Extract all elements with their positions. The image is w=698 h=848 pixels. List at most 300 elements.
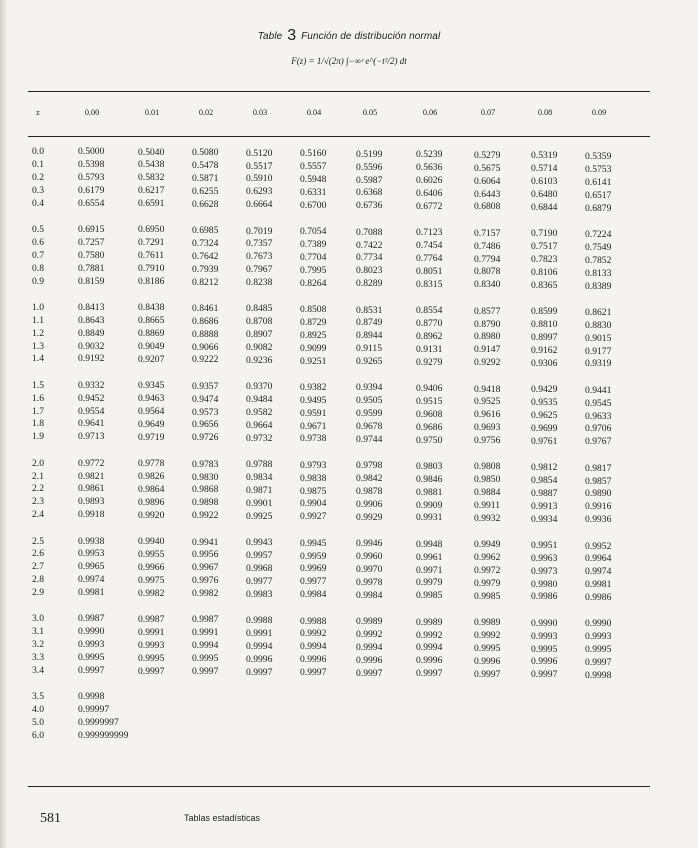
probability-cell: 0.9693 (474, 422, 501, 434)
probability-cell: 0.8078 (474, 266, 501, 278)
probability-cell: 0.9989 (416, 616, 443, 628)
probability-cell: 0.9995 (192, 653, 219, 665)
z-value: 5.0 (32, 717, 44, 729)
table-header-rule (28, 136, 650, 137)
probability-cell: 0.5199 (356, 148, 383, 160)
probability-cell: 0.9871 (246, 485, 273, 497)
probability-cell: 0.9394 (356, 382, 383, 394)
probability-cell: 0.9997 (78, 665, 105, 676)
column-header: 0.02 (198, 108, 214, 117)
probability-cell: 0.7939 (192, 263, 219, 275)
probability-cell: 0.9625 (531, 409, 558, 421)
z-value: 0.4 (32, 197, 44, 209)
table-row (0, 704, 698, 717)
probability-cell: 0.9131 (416, 343, 443, 355)
probability-cell: 0.8023 (356, 265, 383, 277)
probability-cell: 0.9082 (246, 342, 273, 354)
probability-cell: 0.9916 (585, 501, 612, 513)
probability-cell: 0.9992 (300, 628, 327, 640)
page-number: 581 (40, 811, 61, 826)
table-row (0, 171, 698, 188)
caption-prefix: Table (257, 31, 283, 42)
z-value: 0.5 (32, 223, 44, 235)
probability-cell: 0.8133 (585, 267, 612, 279)
probability-cell: 0.9929 (356, 511, 383, 523)
probability-cell: 0.9943 (246, 537, 273, 549)
probability-cell: 0.8849 (78, 327, 105, 339)
probability-cell: 0.9999997 (78, 717, 119, 729)
probability-cell: 0.6915 (78, 223, 105, 235)
probability-cell: 0.9564 (138, 406, 165, 418)
probability-cell: 0.7549 (585, 241, 612, 253)
probability-cell: 0.9982 (138, 587, 165, 599)
probability-cell: 0.9838 (300, 472, 327, 484)
probability-cell: 0.9993 (585, 631, 612, 643)
probability-cell: 0.9854 (531, 474, 558, 486)
probability-cell: 0.9918 (78, 509, 105, 521)
probability-cell: 0.9738 (300, 433, 327, 445)
probability-cell: 0.7995 (300, 264, 327, 276)
probability-cell: 0.6591 (138, 198, 165, 210)
probability-cell: 0.9995 (531, 643, 558, 655)
probability-cell: 0.9922 (192, 510, 219, 522)
probability-cell: 0.9987 (78, 613, 105, 625)
z-value: 1.6 (32, 392, 44, 404)
probability-cell: 0.9147 (474, 344, 501, 356)
probability-cell: 0.7157 (474, 227, 501, 239)
table-row (0, 275, 698, 292)
probability-cell: 0.9992 (356, 629, 383, 641)
probability-cell: 0.9881 (416, 486, 443, 498)
z-value: 1.1 (32, 314, 44, 326)
probability-cell: 0.8438 (138, 302, 165, 314)
probability-cell: 0.9987 (192, 614, 219, 626)
z-value: 2.1 (32, 470, 44, 482)
z-value: 3.2 (32, 639, 44, 651)
probability-cell: 0.5987 (356, 174, 383, 186)
probability-cell: 0.9991 (246, 627, 273, 639)
probability-cell: 0.9996 (416, 655, 443, 667)
probability-cell: 0.9441 (585, 384, 612, 396)
probability-cell: 0.8389 (585, 280, 612, 292)
probability-cell: 0.9994 (356, 641, 383, 653)
probability-cell: 0.9599 (356, 408, 383, 420)
z-column-header: z (36, 108, 40, 117)
z-value: 2.8 (32, 574, 44, 586)
z-value: 4.0 (32, 704, 44, 716)
probability-cell: 0.9994 (192, 640, 219, 652)
probability-cell: 0.9927 (300, 511, 327, 523)
table-row (0, 574, 698, 591)
formula: F(z) = 1/√(2π) ∫−∞ᶻ e^(−t²/2) dt (291, 56, 407, 66)
probability-cell: 0.7054 (300, 226, 327, 238)
probability-cell: 0.9826 (138, 471, 165, 483)
probability-cell: 0.9357 (192, 380, 219, 392)
probability-cell: 0.9864 (138, 483, 165, 495)
probability-cell: 0.9896 (138, 496, 165, 508)
probability-cell: 0.8944 (356, 330, 383, 342)
table-row (0, 691, 698, 704)
probability-cell: 0.9975 (138, 574, 165, 586)
probability-cell: 0.9997 (138, 665, 165, 677)
probability-cell: 0.8413 (78, 301, 105, 313)
probability-cell: 0.9969 (300, 563, 327, 575)
probability-cell: 0.9222 (192, 354, 219, 366)
probability-cell: 0.7852 (585, 254, 612, 266)
probability-cell: 0.8577 (474, 305, 501, 317)
z-value: 3.5 (32, 691, 44, 703)
probability-cell: 0.9996 (246, 653, 273, 665)
probability-cell: 0.6700 (300, 199, 327, 211)
z-value: 2.2 (32, 483, 44, 495)
probability-cell: 0.7673 (246, 251, 273, 263)
probability-cell: 0.9861 (78, 483, 105, 495)
probability-cell: 0.9671 (300, 420, 327, 432)
table-row (0, 379, 698, 396)
probability-cell: 0.7580 (78, 249, 105, 261)
probability-cell: 0.6026 (416, 175, 443, 187)
z-value: 1.0 (32, 301, 44, 313)
probability-cell: 0.9992 (416, 629, 443, 641)
probability-cell: 0.9949 (474, 539, 501, 551)
probability-cell: 0.9979 (416, 577, 443, 589)
probability-cell: 0.9484 (246, 394, 273, 406)
z-value: 1.3 (32, 340, 44, 352)
probability-cell: 0.9591 (300, 407, 327, 419)
probability-cell: 0.9761 (531, 435, 558, 447)
probability-cell: 0.9515 (416, 395, 443, 407)
probability-cell: 0.9686 (416, 421, 443, 433)
z-value: 1.8 (32, 418, 44, 430)
table-row (0, 327, 698, 344)
probability-cell: 0.9887 (531, 487, 558, 499)
probability-cell: 0.9959 (300, 550, 327, 562)
probability-cell: 0.6141 (585, 176, 612, 188)
probability-cell: 0.9995 (78, 652, 105, 664)
probability-cell: 0.9997 (531, 669, 558, 681)
table-row (0, 431, 698, 448)
probability-cell: 0.6480 (531, 189, 558, 201)
column-header: 0.04 (306, 108, 322, 117)
probability-cell: 0.8289 (356, 278, 383, 290)
probability-cell: 0.9726 (192, 432, 219, 444)
probability-cell: 0.6293 (246, 186, 273, 198)
probability-cell: 0.9332 (78, 379, 105, 391)
probability-cell: 0.8238 (246, 277, 273, 289)
probability-cell: 0.7257 (78, 236, 105, 248)
probability-cell: 0.9977 (300, 576, 327, 588)
z-value: 0.2 (32, 171, 44, 183)
table-row (0, 717, 698, 730)
probability-cell: 0.9979 (474, 578, 501, 590)
probability-cell: 0.9994 (246, 640, 273, 652)
probability-cell: 0.9997 (192, 666, 219, 678)
probability-cell: 0.8810 (531, 319, 558, 331)
probability-cell: 0.9981 (585, 579, 612, 591)
probability-cell: 0.5080 (192, 147, 219, 159)
probability-cell: 0.7088 (356, 226, 383, 238)
table-row (0, 652, 698, 669)
probability-cell: 0.9996 (531, 656, 558, 668)
column-header: 0.03 (252, 108, 268, 117)
probability-cell: 0.7324 (192, 237, 219, 249)
probability-cell: 0.9931 (416, 512, 443, 524)
probability-cell: 0.8340 (474, 279, 501, 291)
probability-cell: 0.5557 (300, 161, 327, 173)
probability-cell: 0.9901 (246, 497, 273, 509)
probability-cell: 0.5040 (138, 146, 165, 158)
probability-cell: 0.9976 (192, 575, 219, 587)
probability-cell: 0.9699 (531, 422, 558, 434)
probability-cell: 0.9678 (356, 421, 383, 433)
probability-cell: 0.8790 (474, 318, 501, 330)
probability-cell: 0.9162 (531, 344, 558, 356)
column-header: 0.06 (422, 108, 438, 117)
probability-cell: 0.6331 (300, 186, 327, 198)
section-title: Tablas estadísticas (184, 813, 261, 823)
probability-cell: 0.8599 (531, 306, 558, 318)
probability-cell: 0.5910 (246, 173, 273, 185)
probability-cell: 0.9946 (356, 538, 383, 550)
probability-cell: 0.9998 (585, 670, 612, 681)
probability-cell: 0.8997 (531, 331, 558, 343)
probability-cell: 0.8830 (585, 319, 612, 331)
probability-cell: 0.9893 (78, 496, 105, 508)
column-header: 0.08 (537, 108, 553, 117)
caption-title: Función de distribución normal (301, 31, 441, 42)
probability-cell: 0.9834 (246, 472, 273, 484)
z-value: 2.4 (32, 509, 44, 521)
probability-cell: 0.9956 (192, 549, 219, 561)
probability-cell: 0.7734 (356, 252, 383, 264)
probability-cell: 0.9495 (300, 394, 327, 406)
probability-cell: 0.6406 (416, 187, 443, 199)
probability-cell: 0.7454 (416, 240, 443, 252)
probability-cell: 0.9957 (246, 550, 273, 562)
table-row (0, 626, 698, 643)
probability-cell: 0.7642 (192, 250, 219, 262)
probability-cell: 0.5596 (356, 161, 383, 173)
probability-cell: 0.6103 (531, 176, 558, 188)
probability-cell: 0.9932 (474, 513, 501, 525)
probability-cell: 0.9706 (585, 423, 612, 435)
probability-cell: 0.9974 (585, 566, 612, 578)
probability-cell: 0.8508 (300, 303, 327, 315)
probability-cell: 0.9997 (300, 667, 327, 679)
probability-cell: 0.9963 (531, 552, 558, 564)
probability-cell: 0.6217 (138, 185, 165, 197)
column-header: 0.07 (480, 108, 496, 117)
probability-cell: 0.8485 (246, 303, 273, 315)
z-value: 3.3 (32, 652, 44, 664)
table-row (0, 587, 698, 604)
z-value: 2.7 (32, 561, 44, 573)
probability-cell: 0.5438 (138, 159, 165, 171)
table-row (0, 665, 698, 681)
probability-cell: 0.9842 (356, 473, 383, 485)
probability-cell: 0.5753 (585, 163, 612, 175)
probability-cell: 0.9306 (531, 357, 558, 369)
probability-cell: 0.9319 (585, 358, 612, 370)
probability-cell: 0.8869 (138, 328, 165, 340)
probability-cell: 0.8665 (138, 315, 165, 327)
z-value: 1.5 (32, 379, 44, 391)
probability-cell: 0.9633 (585, 410, 612, 422)
probability-cell: 0.9803 (416, 460, 443, 472)
probability-cell: 0.6844 (531, 201, 558, 213)
probability-cell: 0.9370 (246, 381, 273, 393)
probability-cell: 0.9945 (300, 537, 327, 549)
z-value: 2.0 (32, 457, 44, 469)
probability-cell: 0.9535 (531, 396, 558, 408)
table-row (0, 249, 698, 266)
table-row (0, 639, 698, 656)
probability-cell: 0.9049 (138, 341, 165, 353)
probability-cell: 0.9608 (416, 408, 443, 420)
probability-cell: 0.5160 (300, 148, 327, 160)
probability-cell: 0.6255 (192, 185, 219, 197)
probability-cell: 0.9971 (416, 564, 443, 576)
probability-cell: 0.9936 (585, 514, 612, 526)
probability-cell: 0.9911 (474, 500, 501, 512)
table-top-rule (28, 91, 650, 92)
probability-cell: 0.5359 (585, 151, 612, 162)
probability-cell: 0.5948 (300, 173, 327, 185)
probability-cell: 0.9554 (78, 405, 105, 417)
probability-cell: 0.5636 (416, 162, 443, 174)
probability-cell: 0.5398 (78, 158, 105, 170)
probability-cell: 0.9994 (416, 642, 443, 654)
probability-cell: 0.8907 (246, 329, 273, 341)
probability-cell: 0.9750 (416, 434, 443, 446)
probability-cell: 0.9641 (78, 418, 105, 430)
probability-cell: 0.9997 (585, 657, 612, 669)
probability-cell: 0.9719 (138, 431, 165, 443)
probability-cell: 0.9015 (585, 332, 612, 344)
probability-cell: 0.5714 (531, 163, 558, 175)
probability-cell: 0.9973 (531, 565, 558, 577)
probability-cell: 0.9990 (585, 618, 612, 630)
probability-cell: 0.9713 (78, 431, 105, 443)
probability-cell: 0.9985 (416, 590, 443, 602)
probability-cell: 0.7967 (246, 264, 273, 276)
probability-cell: 0.9965 (78, 561, 105, 573)
probability-cell: 0.9996 (300, 654, 327, 666)
z-value: 0.9 (32, 275, 44, 287)
probability-cell: 0.9951 (531, 539, 558, 551)
table-row (0, 236, 698, 253)
table-row (0, 730, 698, 743)
probability-cell: 0.9452 (78, 392, 105, 404)
probability-cell: 0.9474 (192, 393, 219, 405)
probability-cell: 0.8621 (585, 306, 612, 318)
probability-cell: 0.9878 (356, 486, 383, 498)
probability-cell: 0.9772 (78, 457, 105, 469)
probability-cell: 0.9996 (474, 655, 501, 667)
probability-cell: 0.9808 (474, 461, 501, 473)
table-row (0, 223, 698, 240)
probability-cell: 0.7357 (246, 238, 273, 250)
z-value: 0.6 (32, 236, 44, 248)
probability-cell: 0.999999999 (78, 730, 129, 741)
probability-cell: 0.9952 (585, 540, 612, 552)
probability-cell: 0.9993 (531, 630, 558, 642)
probability-cell: 0.7019 (246, 225, 273, 237)
table-bottom-rule (28, 786, 650, 787)
probability-cell: 0.9830 (192, 471, 219, 483)
probability-cell: 0.9898 (192, 497, 219, 509)
probability-cell: 0.9941 (192, 536, 219, 548)
probability-cell: 0.9913 (531, 500, 558, 512)
probability-cell: 0.8264 (300, 277, 327, 289)
probability-cell: 0.9525 (474, 396, 501, 408)
z-value: 2.3 (32, 496, 44, 508)
probability-cell: 0.9986 (531, 591, 558, 603)
table-row (0, 418, 698, 435)
table-row (0, 405, 698, 422)
probability-cell: 0.8925 (300, 329, 327, 341)
probability-cell: 0.9974 (78, 574, 105, 586)
probability-cell: 0.9032 (78, 340, 105, 352)
probability-cell: 0.9418 (474, 383, 501, 395)
probability-cell: 0.9983 (246, 588, 273, 600)
probability-cell: 0.9995 (138, 652, 165, 664)
probability-cell: 0.7881 (78, 262, 105, 274)
probability-cell: 0.9995 (585, 644, 612, 656)
probability-cell: 0.6808 (474, 201, 501, 213)
probability-cell: 0.9868 (192, 484, 219, 496)
probability-cell: 0.6879 (585, 202, 612, 214)
probability-cell: 0.9982 (192, 588, 219, 600)
probability-cell: 0.9817 (585, 462, 612, 474)
probability-cell: 0.9798 (356, 460, 383, 472)
probability-cell: 0.8729 (300, 316, 327, 328)
probability-cell: 0.9573 (192, 406, 219, 418)
z-value: 6.0 (32, 730, 44, 741)
table-row (0, 509, 698, 526)
probability-cell: 0.8531 (356, 304, 383, 316)
probability-cell: 0.8159 (78, 275, 105, 287)
probability-cell: 0.6368 (356, 187, 383, 199)
table-row (0, 470, 698, 487)
probability-cell: 0.9991 (192, 627, 219, 639)
probability-cell: 0.9875 (300, 485, 327, 497)
probability-cell: 0.7517 (531, 241, 558, 253)
table-row (0, 392, 698, 409)
probability-cell: 0.9964 (585, 553, 612, 565)
z-value: 0.8 (32, 262, 44, 274)
probability-cell: 0.5120 (246, 147, 273, 159)
probability-cell: 0.9996 (356, 654, 383, 666)
probability-cell: 0.9984 (300, 589, 327, 601)
table-row (0, 561, 698, 578)
probability-cell: 0.9793 (300, 459, 327, 471)
probability-cell: 0.9778 (138, 458, 165, 470)
probability-cell: 0.6628 (192, 198, 219, 210)
table-row (0, 301, 698, 318)
probability-cell: 0.7291 (138, 237, 165, 249)
probability-cell: 0.9955 (138, 548, 165, 560)
z-value: 1.4 (32, 353, 44, 365)
probability-cell: 0.8962 (416, 330, 443, 342)
column-header: 0.01 (144, 108, 160, 117)
probability-cell: 0.9988 (300, 615, 327, 627)
probability-cell: 0.9988 (246, 615, 273, 627)
probability-cell: 0.9986 (585, 592, 612, 604)
probability-cell: 0.8315 (416, 278, 443, 290)
probability-cell: 0.6736 (356, 200, 383, 212)
probability-cell: 0.9545 (585, 397, 612, 409)
